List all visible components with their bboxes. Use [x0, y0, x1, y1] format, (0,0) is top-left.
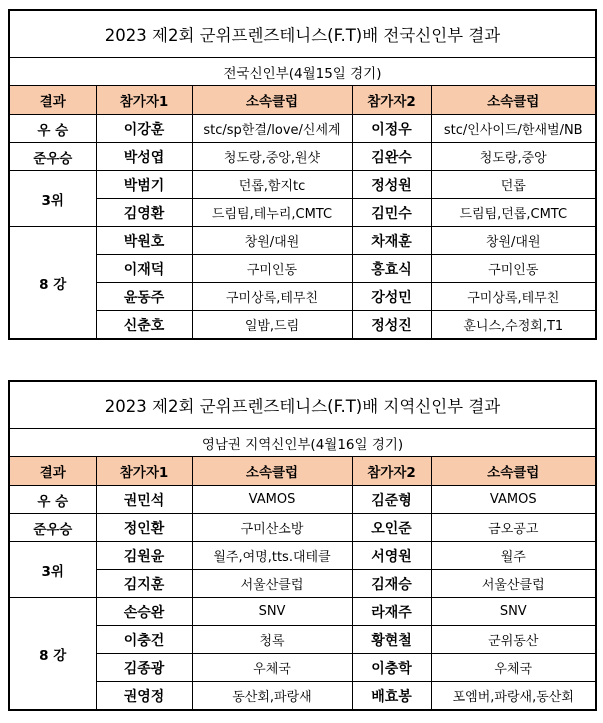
club2-cell: SNV	[431, 598, 596, 626]
club1-cell: 던롭,함지tc	[192, 171, 352, 199]
player1-cell: 김영환	[96, 199, 192, 227]
header-player2: 참가자2	[352, 86, 431, 115]
club1-cell: 일밤,드림	[192, 311, 352, 340]
club2-cell: 훈니스,수정회,T1	[431, 311, 596, 340]
player2-cell: 차재훈	[352, 227, 431, 255]
player2-cell: 이충학	[352, 654, 431, 682]
player1-cell: 손승완	[96, 598, 192, 626]
table-row	[9, 255, 596, 283]
table-subtitle: 영남권 지역신인부(4월16일 경기)	[9, 429, 596, 457]
club1-cell: 구미인동	[192, 255, 352, 283]
table-subtitle: 전국신인부(4월15일 경기)	[9, 58, 596, 86]
player1-cell: 김지훈	[96, 570, 192, 598]
table-row	[9, 570, 596, 598]
table-row	[9, 626, 596, 654]
header-player2: 참가자2	[352, 457, 431, 486]
regional-results-table	[8, 380, 595, 711]
club2-cell: 창원/대원	[431, 227, 596, 255]
header-result: 결과	[9, 457, 96, 486]
table-row	[9, 514, 596, 542]
club1-cell: 청록	[192, 626, 352, 654]
club1-cell: 구미상록,테무친	[192, 283, 352, 311]
club1-cell: 드림팀,테누리,CMTC	[192, 199, 352, 227]
result-cell: 우 승	[9, 115, 96, 143]
player1-cell: 김종광	[96, 654, 192, 682]
table-row	[9, 283, 596, 311]
club2-cell: 우체국	[431, 654, 596, 682]
header-result: 결과	[9, 86, 96, 115]
table-title: 2023 제2회 군위프렌즈테니스(F.T)배 지역신인부 결과	[9, 381, 596, 429]
club1-cell: SNV	[192, 598, 352, 626]
result-cell: 준우승	[9, 143, 96, 171]
header-player1: 참가자1	[96, 457, 192, 486]
result-cell: 3위	[9, 171, 96, 227]
table-row	[9, 654, 596, 682]
player1-cell: 이강훈	[96, 115, 192, 143]
result-cell: 준우승	[9, 514, 96, 542]
club2-cell: stc/인사이드/한새벌/NB	[431, 115, 596, 143]
club2-cell: 던롭	[431, 171, 596, 199]
club2-cell: 서울산클럽	[431, 570, 596, 598]
header-row	[9, 457, 596, 486]
player1-cell: 박성엽	[96, 143, 192, 171]
club2-cell: 군위동산	[431, 626, 596, 654]
club2-cell: 구미인동	[431, 255, 596, 283]
player1-cell: 박범기	[96, 171, 192, 199]
header-club2: 소속클럽	[431, 457, 596, 486]
club2-cell: 드림팀,던롭,CMTC	[431, 199, 596, 227]
player2-cell: 정성원	[352, 171, 431, 199]
result-cell: 3위	[9, 542, 96, 598]
result-cell: 8 강	[9, 598, 96, 711]
player1-cell: 신춘호	[96, 311, 192, 340]
club2-cell: 청도랑,중앙	[431, 143, 596, 171]
player2-cell: 오인준	[352, 514, 431, 542]
player2-cell: 강성민	[352, 283, 431, 311]
player1-cell: 이충건	[96, 626, 192, 654]
table-title: 2023 제2회 군위프렌즈테니스(F.T)배 전국신인부 결과	[9, 10, 596, 58]
club1-cell: 우체국	[192, 654, 352, 682]
club1-cell: 월주,여명,tts.대테클	[192, 542, 352, 570]
player2-cell: 라재주	[352, 598, 431, 626]
table-row	[9, 311, 596, 340]
club1-cell: 창원/대원	[192, 227, 352, 255]
player1-cell: 권영정	[96, 682, 192, 711]
player2-cell: 홍효식	[352, 255, 431, 283]
club1-cell: 구미산소방	[192, 514, 352, 542]
player1-cell: 김원윤	[96, 542, 192, 570]
club2-cell: 금오공고	[431, 514, 596, 542]
header-club1: 소속클럽	[192, 457, 352, 486]
header-row	[9, 86, 596, 115]
national-results-table	[8, 9, 595, 340]
club2-cell: 월주	[431, 542, 596, 570]
header-club2: 소속클럽	[431, 86, 596, 115]
player1-cell: 이재덕	[96, 255, 192, 283]
table-row	[9, 598, 596, 626]
player1-cell: 윤동주	[96, 283, 192, 311]
table-row	[9, 227, 596, 255]
club1-cell: 서울산클럽	[192, 570, 352, 598]
player1-cell: 정인환	[96, 514, 192, 542]
club2-cell: 포엠버,파랑새,동산회	[431, 682, 596, 711]
club1-cell: VAMOS	[192, 486, 352, 514]
player1-cell: 박원호	[96, 227, 192, 255]
player1-cell: 권민석	[96, 486, 192, 514]
player2-cell: 김완수	[352, 143, 431, 171]
player2-cell: 김민수	[352, 199, 431, 227]
header-club1: 소속클럽	[192, 86, 352, 115]
club2-cell: 구미상록,테무친	[431, 283, 596, 311]
result-cell: 8 강	[9, 227, 96, 340]
player2-cell: 배효봉	[352, 682, 431, 711]
player2-cell: 김준형	[352, 486, 431, 514]
table-row	[9, 199, 596, 227]
result-cell: 우 승	[9, 486, 96, 514]
player2-cell: 서영원	[352, 542, 431, 570]
table-row	[9, 171, 596, 199]
club1-cell: 동산회,파랑새	[192, 682, 352, 711]
player2-cell: 황현철	[352, 626, 431, 654]
header-player1: 참가자1	[96, 86, 192, 115]
table-row	[9, 542, 596, 570]
table-row	[9, 115, 596, 143]
table-row	[9, 486, 596, 514]
player2-cell: 이정우	[352, 115, 431, 143]
club2-cell: VAMOS	[431, 486, 596, 514]
player2-cell: 김재승	[352, 570, 431, 598]
club1-cell: 청도랑,중앙,원샷	[192, 143, 352, 171]
player2-cell: 정성진	[352, 311, 431, 340]
table-row	[9, 143, 596, 171]
table-row	[9, 682, 596, 711]
club1-cell: stc/sp한결/love/신세계	[192, 115, 352, 143]
